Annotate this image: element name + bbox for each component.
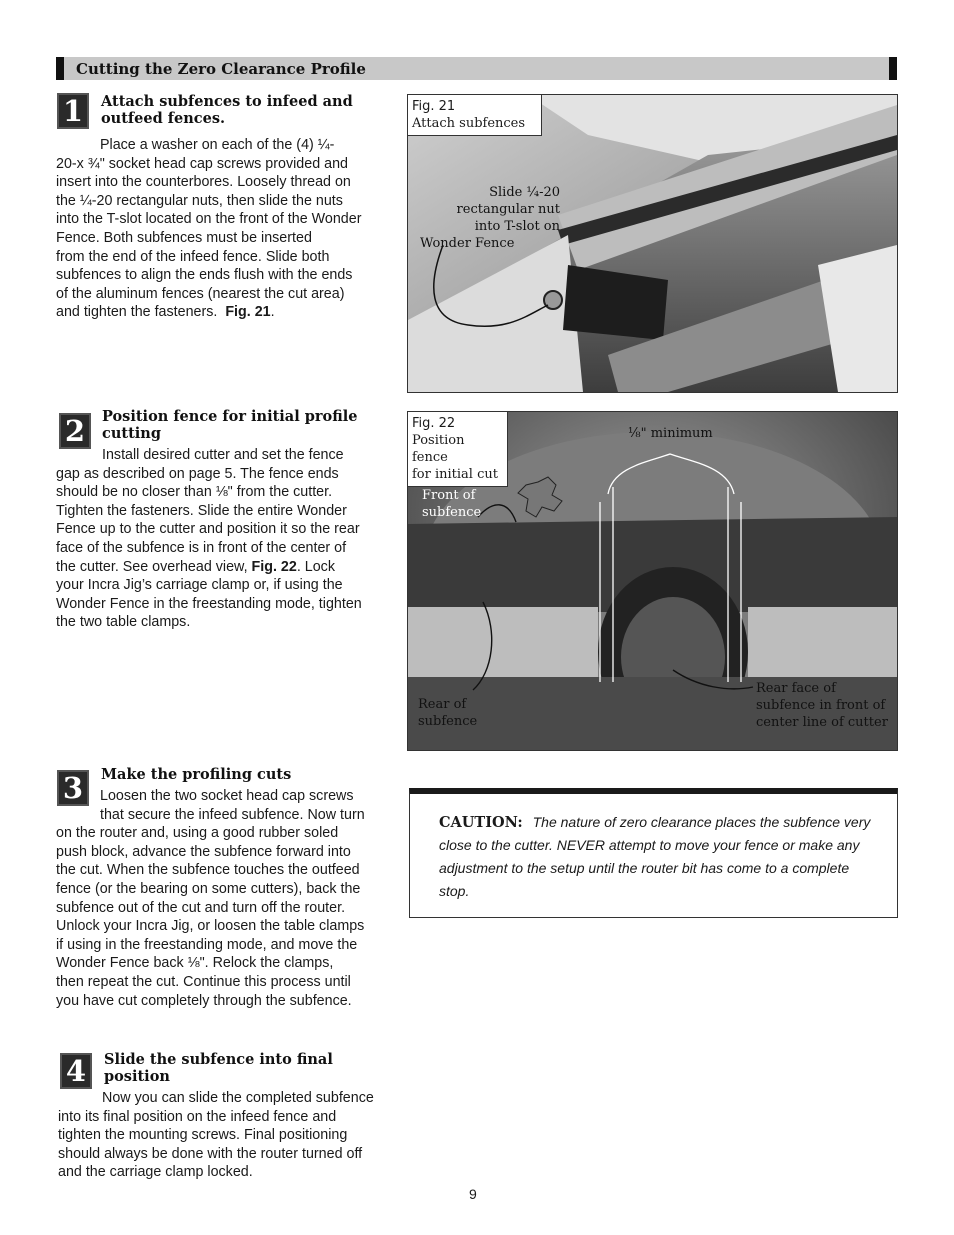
fig-22-rear-line: Rear of [418, 697, 467, 712]
caution-label: CAUTION: [439, 814, 523, 831]
fig-21-callout [420, 184, 560, 252]
step-2-line: gap as described on page 5. The fence ends [56, 465, 339, 482]
step-2-line: the two table clamps. [56, 614, 191, 631]
section-title: Cutting the Zero Clearance Profile [76, 60, 366, 78]
step-4-heading: Slide the subfence into final position [104, 1051, 333, 1085]
step-2-line: Wonder Fence in the freestanding mode, tighten [56, 595, 362, 612]
step-2-line: the cutter. See overhead view, [56, 558, 248, 575]
step-number-2: 2 [59, 413, 91, 449]
fig-22-caption-line: Position fence [412, 433, 465, 465]
step-4-line: Now you can slide the completed subfence [102, 1090, 374, 1106]
caution-text-block [439, 811, 879, 903]
step-1-line: into the T-slot located on the front of the Wonder [56, 211, 362, 228]
step-2-line: should be no closer than ⅛" from the cutter. [56, 484, 333, 501]
step-1-line: 20-x ¾" socket head cap screws provided and [56, 155, 348, 172]
step-3-line: fence (or the bearing on some cutters), back the [56, 880, 361, 897]
fig-21-callout-line: rectangular nut [456, 202, 560, 217]
step-4-line: and the carriage clamp locked. [58, 1164, 253, 1181]
step-3-line: that secure the infeed subfence. Now turn [100, 806, 365, 823]
caution-box [409, 788, 898, 918]
step-4-body [58, 1089, 398, 1182]
step-1-line: subfences to align the ends flush with the ends [56, 267, 353, 284]
fig-22-reference: Fig. 22 [251, 558, 297, 575]
fig-22-front-callout [422, 487, 481, 521]
fig-22-rear-face-line: Rear face of [756, 681, 836, 696]
step-2-after-ref: . Lock [296, 558, 335, 575]
fig-22-caption-line: for initial cut [412, 467, 498, 482]
figure-22 [407, 411, 898, 751]
page-number: 9 [469, 1186, 477, 1202]
step-2-line: Install desired cutter and set the fence [102, 447, 344, 463]
fig-21-label: Fig. 21 [412, 99, 456, 114]
step-number-1: 1 [57, 93, 89, 129]
fig-22-front-line: subfence [422, 505, 482, 520]
fig-21-callout-line: Wonder Fence [420, 236, 515, 251]
step-number-4: 4 [60, 1053, 92, 1089]
step-2-line-ref [56, 558, 396, 577]
fig-21-callout-line: Slide ¼-20 [489, 185, 560, 200]
step-3-line: then repeat the cut. Continue this process until [56, 973, 351, 990]
step-4-line: into its final position on the infeed fence and [58, 1108, 337, 1125]
step-3-line: on the router and, using a good rubber soled [56, 825, 339, 842]
fig-22-minimum-callout: ⅛" minimum [628, 426, 713, 441]
header-right-cap [889, 57, 897, 80]
step-1-line: insert into the counterbores. Loosely thread on [56, 174, 351, 191]
step-3-line: push block, advance the subfence forward into [56, 843, 351, 860]
section-header-bar [56, 57, 897, 80]
step-1-line: Fence. Both subfences must be inserted [56, 229, 312, 246]
step-1-line-last: and tighten the fasteners. Fig. 21. [56, 304, 275, 321]
step-2-line: your Incra Jig’s carriage clamp or, if using the [56, 577, 343, 594]
step-3-heading: Make the profiling cuts [101, 766, 292, 783]
step-1-line: from the end of the infeed fence. Slide both [56, 248, 330, 265]
step-2-line: Tighten the fasteners. Slide the entire Wonder [56, 502, 347, 519]
step-4-line: should always be done with the router turned off [58, 1145, 363, 1162]
step-1-line: the ¼-20 rectangular nuts, then slide the nuts [56, 192, 343, 209]
step-number-3: 3 [57, 770, 89, 806]
fig-22-rear-face-callout [756, 680, 888, 731]
step-1-heading: Attach subfences to infeed and outfeed fences. [101, 93, 353, 127]
step-2-line: face of the subfence is in front of the center of [56, 539, 347, 556]
step-2-line: Fence up to the cutter and position it so the rear [56, 521, 360, 538]
step-3-line: subfence out of the cut and turn off the router. [56, 899, 346, 916]
step-4-line: tighten the mounting screws. Final positioning [58, 1127, 348, 1144]
fig-22-label: Fig. 22 [412, 416, 456, 431]
step-3-line: Wonder Fence back ⅛". Relock the clamps, [56, 955, 334, 972]
step-1-line: and tighten the fasteners. [56, 304, 218, 321]
fig-22-front-line: Front of [422, 488, 476, 503]
fig-22-rear-callout [418, 696, 477, 730]
fig-22-label-box [408, 412, 508, 487]
step-3-line: if using in the freestanding mode, and move the [56, 936, 358, 953]
header-left-cap [56, 57, 64, 80]
step-2-body [56, 446, 396, 632]
step-1-line: of the aluminum fences (nearest the cut area) [56, 285, 345, 302]
fig-22-rear-line: subfence [418, 714, 478, 729]
fig-22-rear-face-line: subfence in front of [756, 698, 886, 713]
fig-22-rear-face-line: center line of cutter [756, 715, 888, 730]
step-3-line: you have cut completely through the subfence. [56, 992, 352, 1009]
fig-21-caption: Attach subfences [412, 116, 526, 131]
caution-text: The nature of zero clearance places the subfence very close to the cutter. NEVER attempt to move your fence or make any adjustment to the setup until the router bit has come to a complete stop. [439, 814, 871, 899]
figure-21 [407, 94, 898, 393]
step-2-heading: Position fence for initial profile cutting [102, 408, 358, 442]
step-1-line: Place a washer on each of the (4) ¼- [100, 137, 335, 153]
step-1-body [56, 136, 396, 322]
step-3-body [56, 787, 396, 1010]
fig-21-callout-line: into T-slot on [474, 219, 560, 234]
step-3-line: Unlock your Incra Jig, or loosen the table clamps [56, 918, 365, 935]
step-3-line: Loosen the two socket head cap screws [100, 788, 354, 804]
fig-21-reference: Fig. 21 [225, 304, 271, 321]
step-3-line: the cut. When the subfence touches the outfeed [56, 862, 360, 879]
fig-21-label-box [408, 95, 542, 136]
